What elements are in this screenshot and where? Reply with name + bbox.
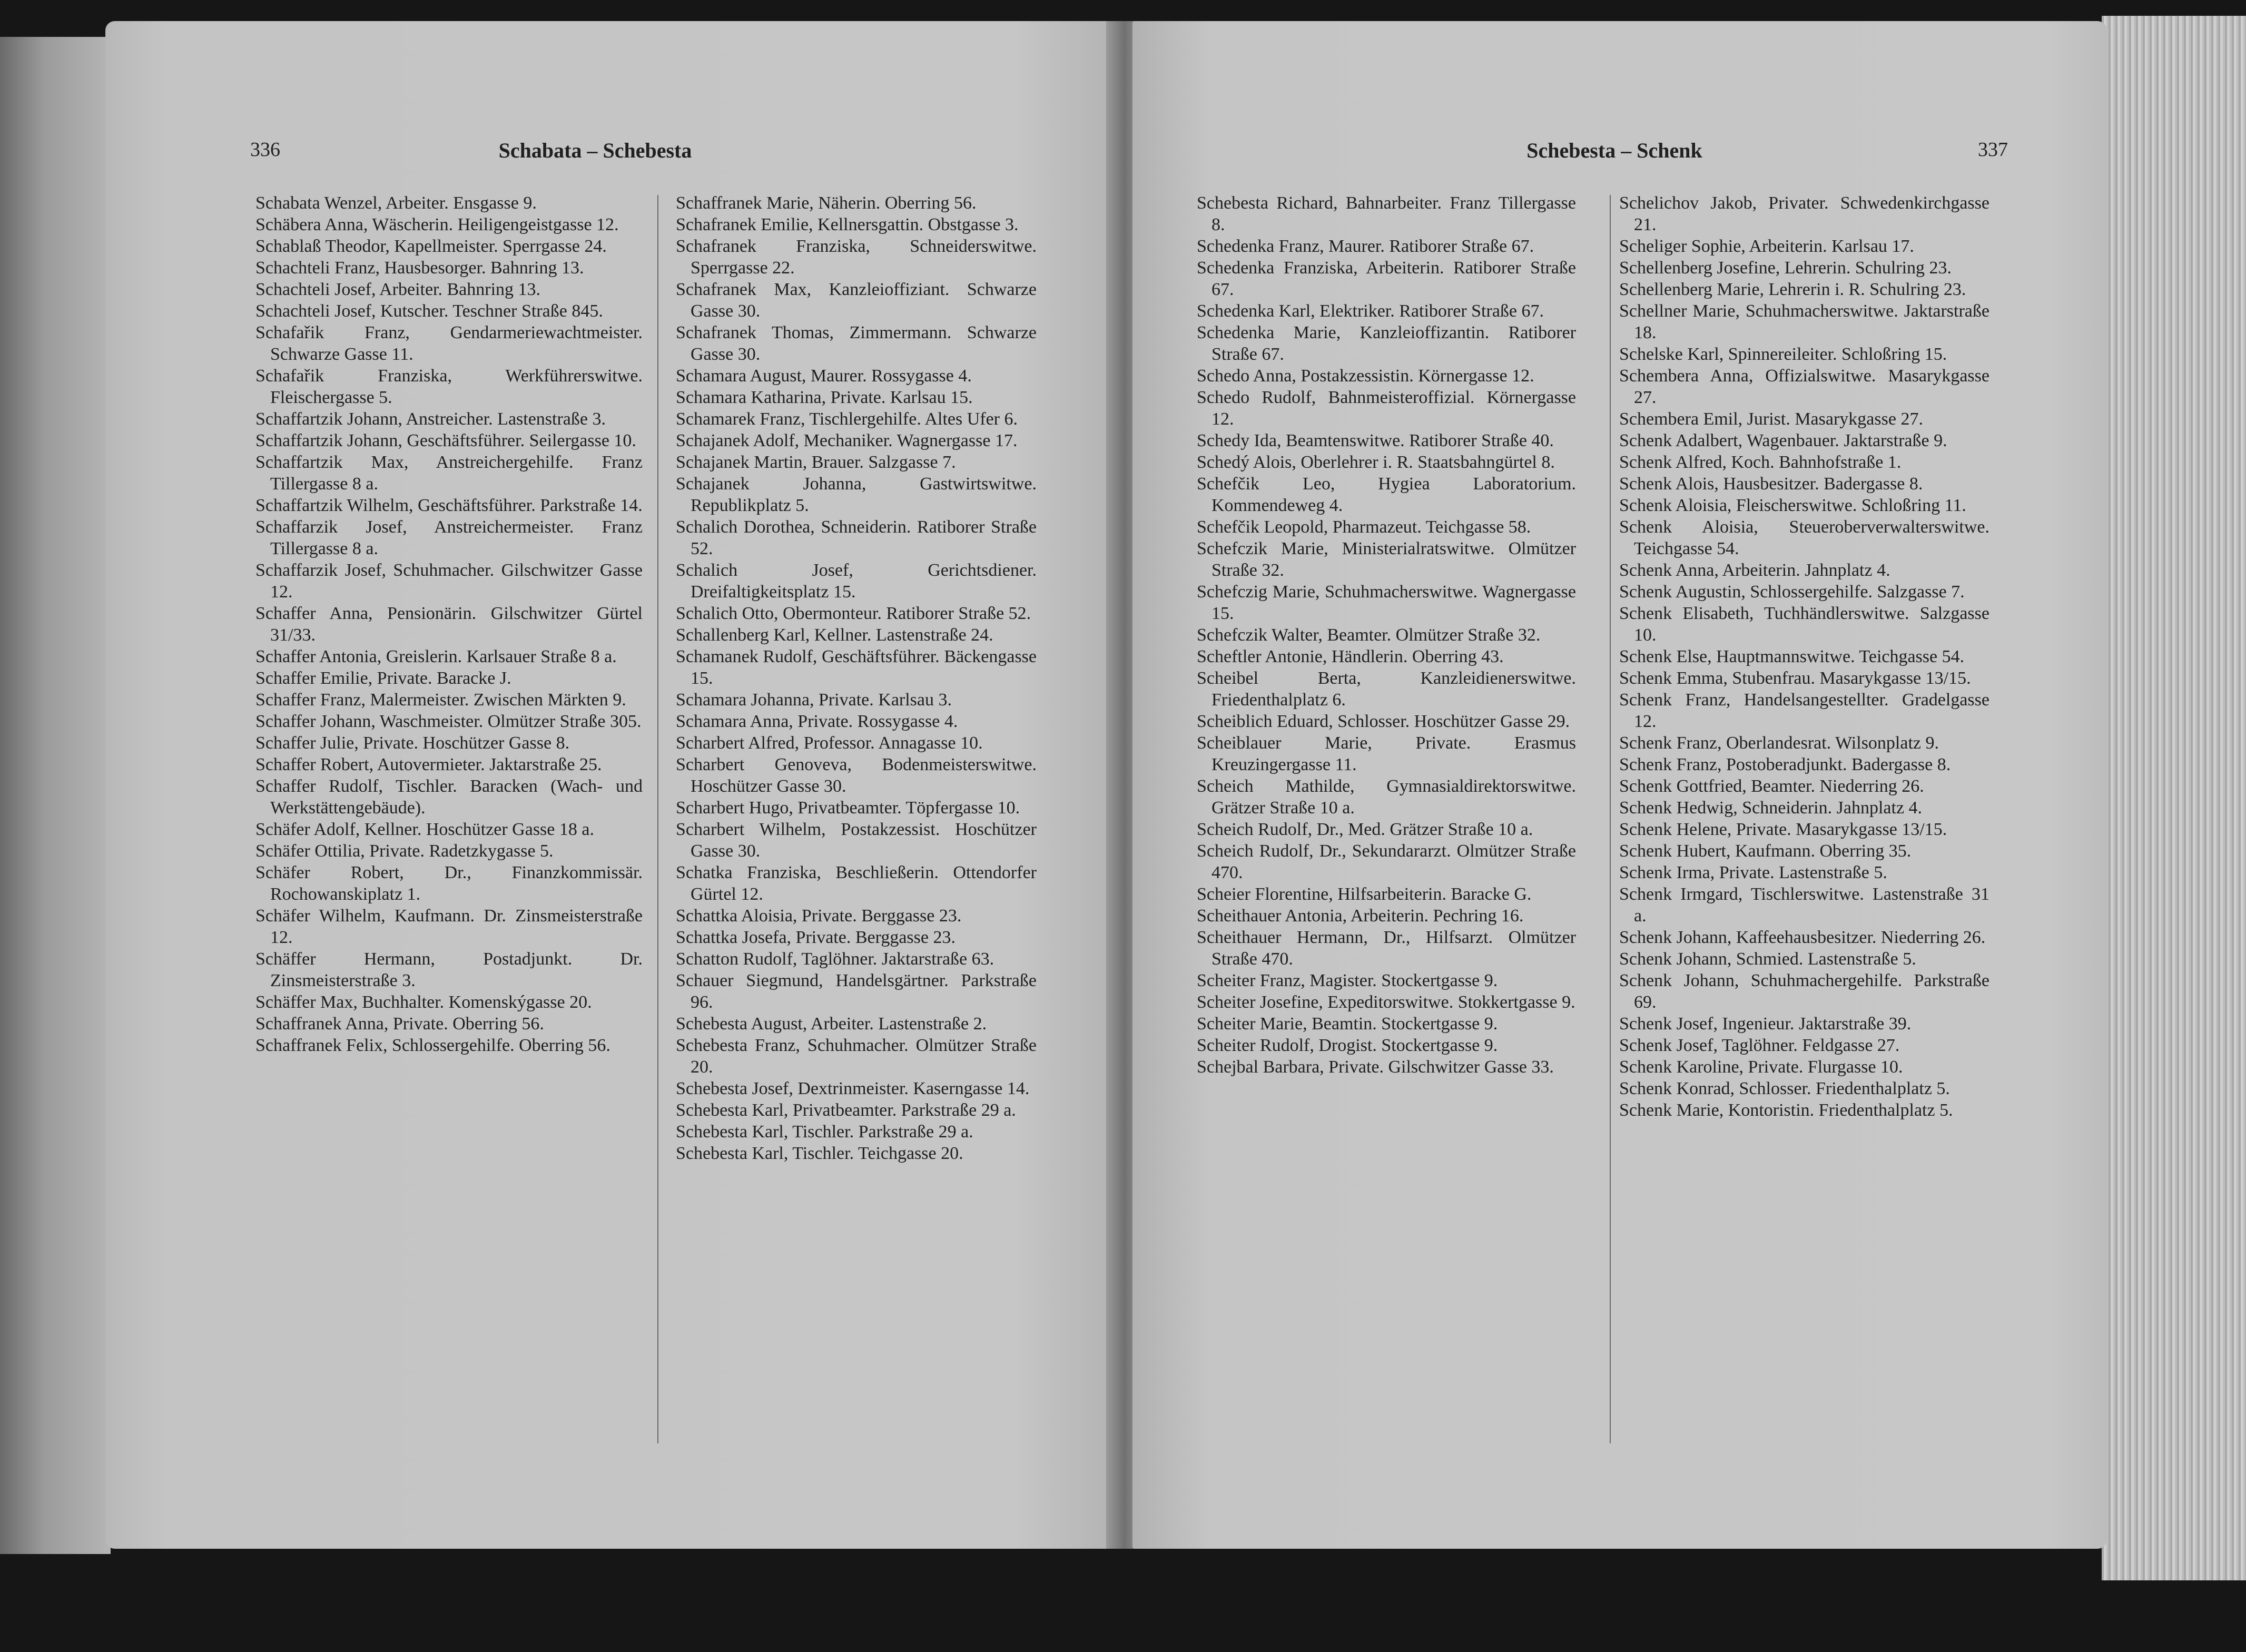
directory-entry: Scheier Florentine, Hilfsarbeiterin. Baracke G. xyxy=(1197,884,1532,904)
directory-entry: Schenk Aloisia, Steueroberverwalterswitwe. Teichgasse 54. xyxy=(1619,517,1989,558)
directory-entry: Scheithauer Hermann, Dr., Hilfsarzt. Olmützer Straße 470. xyxy=(1197,928,1576,969)
directory-entry: Schattka Aloisia, Private. Berggasse 23. xyxy=(676,906,962,926)
directory-entry: Schajanek Martin, Brauer. Salzgasse 7. xyxy=(676,453,956,472)
directory-entry: Schenk Franz, Postoberadjunkt. Badergasse 8. xyxy=(1619,755,1951,774)
directory-entry: Schembera Anna, Offizialswitwe. Masarykgasse 27. xyxy=(1619,366,1989,407)
directory-entry: Schedy Ida, Beamtenswitwe. Ratiborer Straße 40. xyxy=(1197,431,1554,450)
directory-entry: Schafařik Franz, Gendarmeriewachtmeister. Schwarze Gasse 11. xyxy=(255,323,643,364)
left-page xyxy=(105,21,1114,1549)
directory-entry: Schablaß Theodor, Kapellmeister. Sperrgasse 24. xyxy=(255,237,607,256)
directory-entry: Scheiter Franz, Magister. Stockertgasse 9. xyxy=(1197,971,1498,990)
directory-entry: Schamara Anna, Private. Rossygasse 4. xyxy=(676,712,958,731)
directory-entry: Schenk Franz, Handelsangestellter. Gradelgasse 12. xyxy=(1619,690,1989,731)
directory-entry: Schebesta Karl, Tischler. Parkstraße 29 a. xyxy=(676,1122,973,1142)
directory-entry: Schedenka Franz, Maurer. Ratiborer Straße 67. xyxy=(1197,237,1534,256)
directory-entry: Schenk Josef, Ingenieur. Jaktarstraße 39. xyxy=(1619,1014,1912,1034)
directory-entry: Scheiblauer Marie, Private. Erasmus Kreuzingergasse 11. xyxy=(1197,733,1576,774)
directory-entry: Schefczig Marie, Schuhmacherswitwe. Wagnergasse 15. xyxy=(1197,582,1576,623)
directory-entry: Schebesta Karl, Tischler. Teichgasse 20. xyxy=(676,1144,963,1163)
directory-entry: Schaffer Emilie, Private. Baracke J. xyxy=(255,668,511,688)
right-page-column-2 xyxy=(1619,192,1989,1121)
directory-entry: Scheliger Sophie, Arbeiterin. Karlsau 17. xyxy=(1619,237,1914,256)
directory-entry: Schenk Anna, Arbeiterin. Jahnplatz 4. xyxy=(1619,560,1890,580)
directory-entry: Schalich Dorothea, Schneiderin. Ratiborer Straße 52. xyxy=(676,517,1037,558)
directory-entry: Schenk Helene, Private. Masarykgasse 13/15. xyxy=(1619,820,1947,839)
directory-entry: Schafranek Thomas, Zimmermann. Schwarze Gasse 30. xyxy=(676,323,1037,364)
directory-entry: Schedo Rudolf, Bahnmeisteroffizial. Körnergasse 12. xyxy=(1197,388,1576,429)
directory-entry: Schebesta Karl, Privatbeamter. Parkstraße 29 a. xyxy=(676,1100,1016,1120)
directory-entry: Schedo Anna, Postakzessistin. Körnergasse 12. xyxy=(1197,366,1534,386)
directory-entry: Schachteli Josef, Kutscher. Teschner Straße 845. xyxy=(255,301,603,321)
directory-entry: Schamanek Rudolf, Geschäftsführer. Bäckengasse 15. xyxy=(676,647,1037,688)
directory-entry: Schaffartzik Johann, Anstreicher. Lastenstraße 3. xyxy=(255,409,606,429)
directory-entry: Scheiter Rudolf, Drogist. Stockertgasse 9. xyxy=(1197,1036,1498,1055)
directory-entry: Scharbert Alfred, Professor. Annagasse 10. xyxy=(676,733,983,753)
directory-entry: Schenk Gottfried, Beamter. Niederring 26. xyxy=(1619,776,1924,796)
directory-entry: Schefčik Leopold, Pharmazeut. Teichgasse 58. xyxy=(1197,517,1531,537)
right-page xyxy=(1132,21,2107,1549)
directory-entry: Scheich Mathilde, Gymnasialdirektorswitwe. Grätzer Straße 10 a. xyxy=(1197,776,1576,818)
directory-entry: Schaffranek Anna, Private. Oberring 56. xyxy=(255,1014,544,1034)
directory-entry: Scharbert Wilhelm, Postakzessist. Hoschützer Gasse 30. xyxy=(676,820,1037,861)
directory-entry: Schenk Karoline, Private. Flurgasse 10. xyxy=(1619,1057,1903,1077)
directory-entry: Schaffartzik Wilhelm, Geschäftsführer. Parkstraße 14. xyxy=(255,496,643,515)
directory-entry: Schabata Wenzel, Arbeiter. Ensgasse 9. xyxy=(255,193,537,213)
directory-entry: Schäffer Max, Buchhalter. Komenskýgasse 20. xyxy=(255,992,592,1012)
directory-entry: Schedenka Marie, Kanzleioffizantin. Ratiborer Straße 67. xyxy=(1197,323,1576,364)
left-page-column-1 xyxy=(255,192,643,1056)
directory-entry: Schelske Karl, Spinnereileiter. Schloßring 15. xyxy=(1619,345,1947,364)
directory-entry: Schenk Irmgard, Tischlerswitwe. Lastenstraße 31 a. xyxy=(1619,884,1989,926)
directory-entry: Schebesta Josef, Dextrinmeister. Kaserngasse 14. xyxy=(676,1079,1030,1098)
directory-entry: Schenk Josef, Taglöhner. Feldgasse 27. xyxy=(1619,1036,1900,1055)
directory-entry: Schaffranek Felix, Schlossergehilfe. Oberring 56. xyxy=(255,1036,610,1055)
directory-entry: Scheiter Marie, Beamtin. Stockertgasse 9. xyxy=(1197,1014,1498,1034)
directory-entry: Schaffranek Marie, Näherin. Oberring 56. xyxy=(676,193,977,213)
directory-entry: Schenk Franz, Oberlandesrat. Wilsonplatz 9. xyxy=(1619,733,1939,753)
directory-entry: Scheibel Berta, Kanzleidienerswitwe. Friedenthalplatz 6. xyxy=(1197,668,1576,710)
column-divider xyxy=(1610,195,1611,1443)
directory-entry: Schalich Otto, Obermonteur. Ratiborer Straße 52. xyxy=(676,604,1031,623)
directory-entry: Schenk Augustin, Schlossergehilfe. Salzgasse 7. xyxy=(1619,582,1965,602)
directory-entry: Schäfer Wilhelm, Kaufmann. Dr. Zinsmeisterstraße 12. xyxy=(255,906,643,947)
directory-entry: Schenk Irma, Private. Lastenstraße 5. xyxy=(1619,863,1887,882)
directory-entry: Schebesta August, Arbeiter. Lastenstraße 2. xyxy=(676,1014,987,1034)
directory-entry: Schäfer Robert, Dr., Finanzkommissär. Rochowanskiplatz 1. xyxy=(255,863,643,904)
directory-entry: Schellenberg Marie, Lehrerin i. R. Schulring 23. xyxy=(1619,280,1966,299)
directory-entry: Schenk Elisabeth, Tuchhändlerswitwe. Salzgasse 10. xyxy=(1619,604,1989,645)
right-page-column-1 xyxy=(1197,192,1576,1078)
directory-entry: Schellenberg Josefine, Lehrerin. Schulring 23. xyxy=(1619,258,1952,278)
directory-entry: Schamara Katharina, Private. Karlsau 15. xyxy=(676,388,973,407)
directory-entry: Schaffarzik Josef, Anstreichermeister. Franz Tillergasse 8 a. xyxy=(255,517,643,558)
directory-entry: Schamara August, Maurer. Rossygasse 4. xyxy=(676,366,972,386)
directory-entry: Schebesta Richard, Bahnarbeiter. Franz Tillergasse 8. xyxy=(1197,193,1576,234)
directory-entry: Schefczik Walter, Beamter. Olmützer Straße 32. xyxy=(1197,625,1541,645)
directory-entry: Scheiter Josefine, Expeditorswitwe. Stokkertgasse 9. xyxy=(1197,992,1575,1012)
directory-entry: Scheich Rudolf, Dr., Sekundararzt. Olmützer Straße 470. xyxy=(1197,841,1576,882)
directory-entry: Schenk Alois, Hausbesitzer. Badergasse 8. xyxy=(1619,474,1923,494)
directory-entry: Schenk Aloisia, Fleischerswitwe. Schloßring 11. xyxy=(1619,496,1966,515)
directory-entry: Schafařik Franziska, Werkführerswitwe. Fleischergasse 5. xyxy=(255,366,643,407)
directory-entry: Schauer Siegmund, Handelsgärtner. Parkstraße 96. xyxy=(676,971,1037,1012)
directory-entry: Schaffer Rudolf, Tischler. Baracken (Wach- und Werkstättengebäude). xyxy=(255,776,643,818)
running-head: Schabata – Schebesta xyxy=(498,139,692,162)
directory-entry: Schenk Hubert, Kaufmann. Oberring 35. xyxy=(1619,841,1912,861)
directory-entry: Scharbert Genoveva, Bodenmeisterswitwe. Hoschützer Gasse 30. xyxy=(676,755,1037,796)
directory-entry: Schaffarzik Josef, Schuhmacher. Gilschwitzer Gasse 12. xyxy=(255,560,643,602)
directory-entry: Schattka Josefa, Private. Berggasse 23. xyxy=(676,928,955,947)
directory-entry: Schenk Adalbert, Wagenbauer. Jaktarstraße 9. xyxy=(1619,431,1947,450)
directory-entry: Scheftler Antonie, Händlerin. Oberring 43. xyxy=(1197,647,1504,666)
directory-entry: Schenk Marie, Kontoristin. Friedenthalplatz 5. xyxy=(1619,1100,1953,1120)
directory-entry: Schaffer Johann, Waschmeister. Olmützer Straße 305. xyxy=(255,712,642,731)
directory-entry: Schenk Else, Hauptmannswitwe. Teichgasse 54. xyxy=(1619,647,1965,666)
directory-entry: Schafranek Max, Kanzleioffiziant. Schwarze Gasse 30. xyxy=(676,280,1037,321)
directory-entry: Schafranek Emilie, Kellnersgattin. Obstgasse 3. xyxy=(676,215,1019,234)
directory-entry: Schamara Johanna, Private. Karlsau 3. xyxy=(676,690,952,710)
directory-entry: Schajanek Adolf, Mechaniker. Wagnergasse 17. xyxy=(676,431,1018,450)
directory-entry: Scheithauer Antonia, Arbeiterin. Pechring 16. xyxy=(1197,906,1524,926)
directory-entry: Schachteli Franz, Hausbesorger. Bahnring 13. xyxy=(255,258,584,278)
column-divider xyxy=(657,195,658,1443)
directory-entry: Schenk Johann, Schuhmachergehilfe. Parkstraße 69. xyxy=(1619,971,1989,1012)
directory-entry: Schaffartzik Johann, Geschäftsführer. Seilergasse 10. xyxy=(255,431,636,450)
directory-entry: Schäfer Ottilia, Private. Radetzkygasse 5. xyxy=(255,841,554,861)
directory-entry: Schatka Franziska, Beschließerin. Ottendorfer Gürtel 12. xyxy=(676,863,1037,904)
page-number: 336 xyxy=(250,139,280,161)
directory-entry: Scheich Rudolf, Dr., Med. Grätzer Straße 10 a. xyxy=(1197,820,1533,839)
directory-entry: Schajanek Johanna, Gastwirtswitwe. Republikplatz 5. xyxy=(676,474,1037,515)
directory-entry: Schenk Konrad, Schlosser. Friedenthalplatz 5. xyxy=(1619,1079,1950,1098)
directory-entry: Schedý Alois, Oberlehrer i. R. Staatsbahngürtel 8. xyxy=(1197,453,1555,472)
left-page-edges xyxy=(0,37,111,1554)
directory-entry: Schefčik Leo, Hygiea Laboratorium. Kommendeweg 4. xyxy=(1197,474,1576,515)
directory-entry: Schallenberg Karl, Kellner. Lastenstraße 24. xyxy=(676,625,993,645)
directory-entry: Schebesta Franz, Schuhmacher. Olmützer Straße 20. xyxy=(676,1036,1037,1077)
directory-entry: Schatton Rudolf, Taglöhner. Jaktarstraße 63. xyxy=(676,949,994,969)
directory-entry: Schembera Emil, Jurist. Masarykgasse 27. xyxy=(1619,409,1923,429)
directory-entry: Schafranek Franziska, Schneiderswitwe. Sperrgasse 22. xyxy=(676,237,1037,278)
directory-entry: Schalich Josef, Gerichtsdiener. Dreifaltigkeitsplatz 15. xyxy=(676,560,1037,602)
page-number: 337 xyxy=(1978,139,2008,161)
directory-entry: Schaffer Robert, Autovermieter. Jaktarstraße 25. xyxy=(255,755,602,774)
running-head: Schebesta – Schenk xyxy=(1526,139,1702,162)
directory-entry: Schaffer Anna, Pensionärin. Gilschwitzer Gürtel 31/33. xyxy=(255,604,643,645)
directory-entry: Schenk Johann, Kaffeehausbesitzer. Niederring 26. xyxy=(1619,928,1986,947)
right-page-edges xyxy=(2102,16,2246,1580)
directory-entry: Schelichov Jakob, Privater. Schwedenkirchgasse 21. xyxy=(1619,193,1989,234)
directory-entry: Schaffer Julie, Private. Hoschützer Gasse 8. xyxy=(255,733,570,753)
directory-entry: Schamarek Franz, Tischlergehilfe. Altes Ufer 6. xyxy=(676,409,1018,429)
directory-entry: Schachteli Josef, Arbeiter. Bahnring 13. xyxy=(255,280,541,299)
directory-entry: Schenk Emma, Stubenfrau. Masarykgasse 13/15. xyxy=(1619,668,1971,688)
directory-entry: Schäbera Anna, Wäscherin. Heiligengeistgasse 12. xyxy=(255,215,619,234)
directory-entry: Schefczik Marie, Ministerialratswitwe. Olmützer Straße 32. xyxy=(1197,539,1576,580)
directory-entry: Schedenka Franziska, Arbeiterin. Ratiborer Straße 67. xyxy=(1197,258,1576,299)
directory-entry: Schenk Alfred, Koch. Bahnhofstraße 1. xyxy=(1619,453,1902,472)
directory-entry: Schellner Marie, Schuhmacherswitwe. Jaktarstraße 18. xyxy=(1619,301,1989,342)
directory-entry: Scharbert Hugo, Privatbeamter. Töpfergasse 10. xyxy=(676,798,1020,818)
directory-entry: Scheiblich Eduard, Schlosser. Hoschützer Gasse 29. xyxy=(1197,712,1570,731)
directory-entry: Schenk Hedwig, Schneiderin. Jahnplatz 4. xyxy=(1619,798,1923,818)
directory-entry: Schäffer Hermann, Postadjunkt. Dr. Zinsmeisterstraße 3. xyxy=(255,949,643,990)
directory-entry: Schaffer Franz, Malermeister. Zwischen Märkten 9. xyxy=(255,690,626,710)
directory-entry: Schenk Johann, Schmied. Lastenstraße 5. xyxy=(1619,949,1916,969)
directory-entry: Schäfer Adolf, Kellner. Hoschützer Gasse 18 a. xyxy=(255,820,594,839)
directory-entry: Schejbal Barbara, Private. Gilschwitzer Gasse 33. xyxy=(1197,1057,1554,1077)
left-page-column-2 xyxy=(676,192,1037,1164)
directory-entry: Schaffartzik Max, Anstreichergehilfe. Franz Tillergasse 8 a. xyxy=(255,453,643,494)
directory-entry: Schedenka Karl, Elektriker. Ratiborer Straße 67. xyxy=(1197,301,1544,321)
directory-entry: Schaffer Antonia, Greislerin. Karlsauer Straße 8 a. xyxy=(255,647,617,666)
